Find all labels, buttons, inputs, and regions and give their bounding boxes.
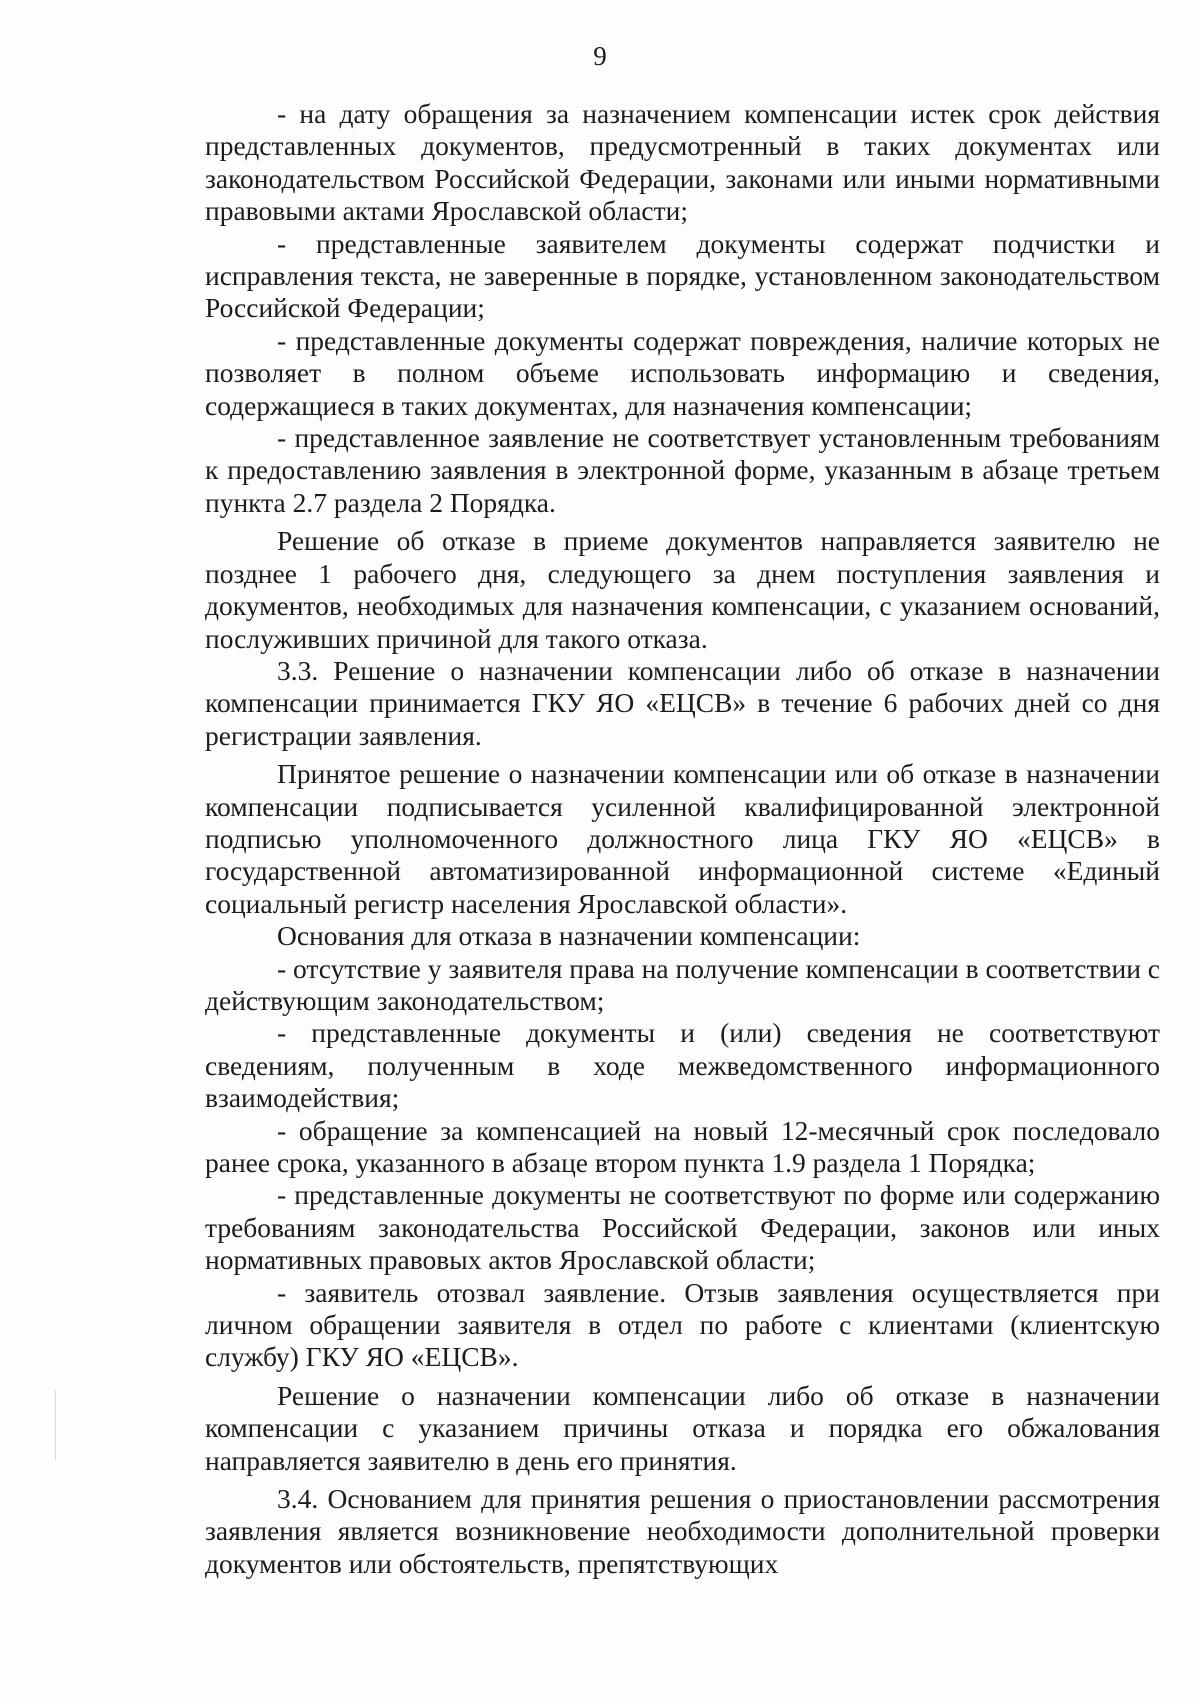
paragraph-grounds-heading: Основания для отказа в назначении компенсации: [277, 920, 861, 952]
paragraph-form-mismatch: - представленные документы не соответствуют по форме или содержанию требованиям законодательства Российской Федерации, законов или иных нормативных правовых актов Ярославской области; [205, 1179, 1160, 1276]
paragraph-corrections: - представленные заявителем документы содержат подчистки и исправления текста, не заверенные в порядке, установленном законодательством Российской Федерации; [205, 227, 1160, 324]
scan-edge-mark [55, 1390, 56, 1460]
paragraph-refusal-notice: Решение об отказе в приеме документов направляется заявителю не позднее 1 рабочего дня, следующего за днем поступления заявления и документов, необходимых для назначения компенсации, с указанием оснований, послуживших причиной для такого отказа. [205, 525, 1160, 654]
paragraph-early-request: - обращение за компенсацией на новый 12-месячный срок последовало ранее срока, указанного в абзаце втором пункта 1.9 раздела 1 Порядка; [205, 1114, 1160, 1178]
paragraph-electronic-form: - представленное заявление не соответствует установленным требованиям к предоставлению заявления в электронной форме, указанным в абзаце третьем пункта 2.7 раздела 2 Порядка. [205, 422, 1160, 518]
page-number: 9 [593, 41, 607, 71]
paragraph-decision-signature: Принятое решение о назначении компенсации или об отказе в назначении компенсации подписывается усиленной квалифицированной электронной подписью уполномоченного должностного лица ГКУ ЯО «ЕЦСВ» в государственной автоматизированной информационной системе «Единый социальный регистр населения Ярославской области». [205, 758, 1160, 919]
document-body [205, 98, 1160, 1580]
paragraph-no-right: - отсутствие у заявителя права на получение компенсации в соответствии с действующим законодательством; [205, 952, 1160, 1016]
paragraph-withdrawal: - заявитель отозвал заявление. Отзыв заявления осуществляется при личном обращении заявителя в отдел по работе с клиентами (клиентскую службу) ГКУ ЯО «ЕЦСВ». [205, 1276, 1160, 1373]
paragraph-decision-delivery: Решение о назначении компенсации либо об отказе в назначении компенсации с указанием причины отказа и порядка его обжалования направляется заявителю в день его принятия. [205, 1379, 1160, 1476]
paragraph-section-3-3: 3.3. Решение о назначении компенсации либо об отказе в назначении компенсации принимается ГКУ ЯО «ЕЦСВ» в течение 6 рабочих дней со дня регистрации заявления. [205, 654, 1160, 751]
paragraph-damage: - представленные документы содержат повреждения, наличие которых не позволяет в полном объеме использовать информацию и сведения, содержащиеся в таких документах, для назначения компенсации; [205, 324, 1160, 421]
paragraph-section-3-4: 3.4. Основанием для принятия решения о приостановлении рассмотрения заявления является возникновение необходимости дополнительной проверки документов или обстоятельств, препятствующих [205, 1483, 1160, 1579]
paragraph-expired-documents: - на дату обращения за назначением компенсации истек срок действия представленных документов, предусмотренный в таких документах или законодательством Российской Федерации, законами или иными нормативными правовыми актами Ярославской области; [205, 98, 1160, 227]
paragraph-inconsistent-data: - представленные документы и (или) сведения не соответствуют сведениям, полученным в ходе межведомственного информационного взаимодействия; [205, 1017, 1160, 1114]
